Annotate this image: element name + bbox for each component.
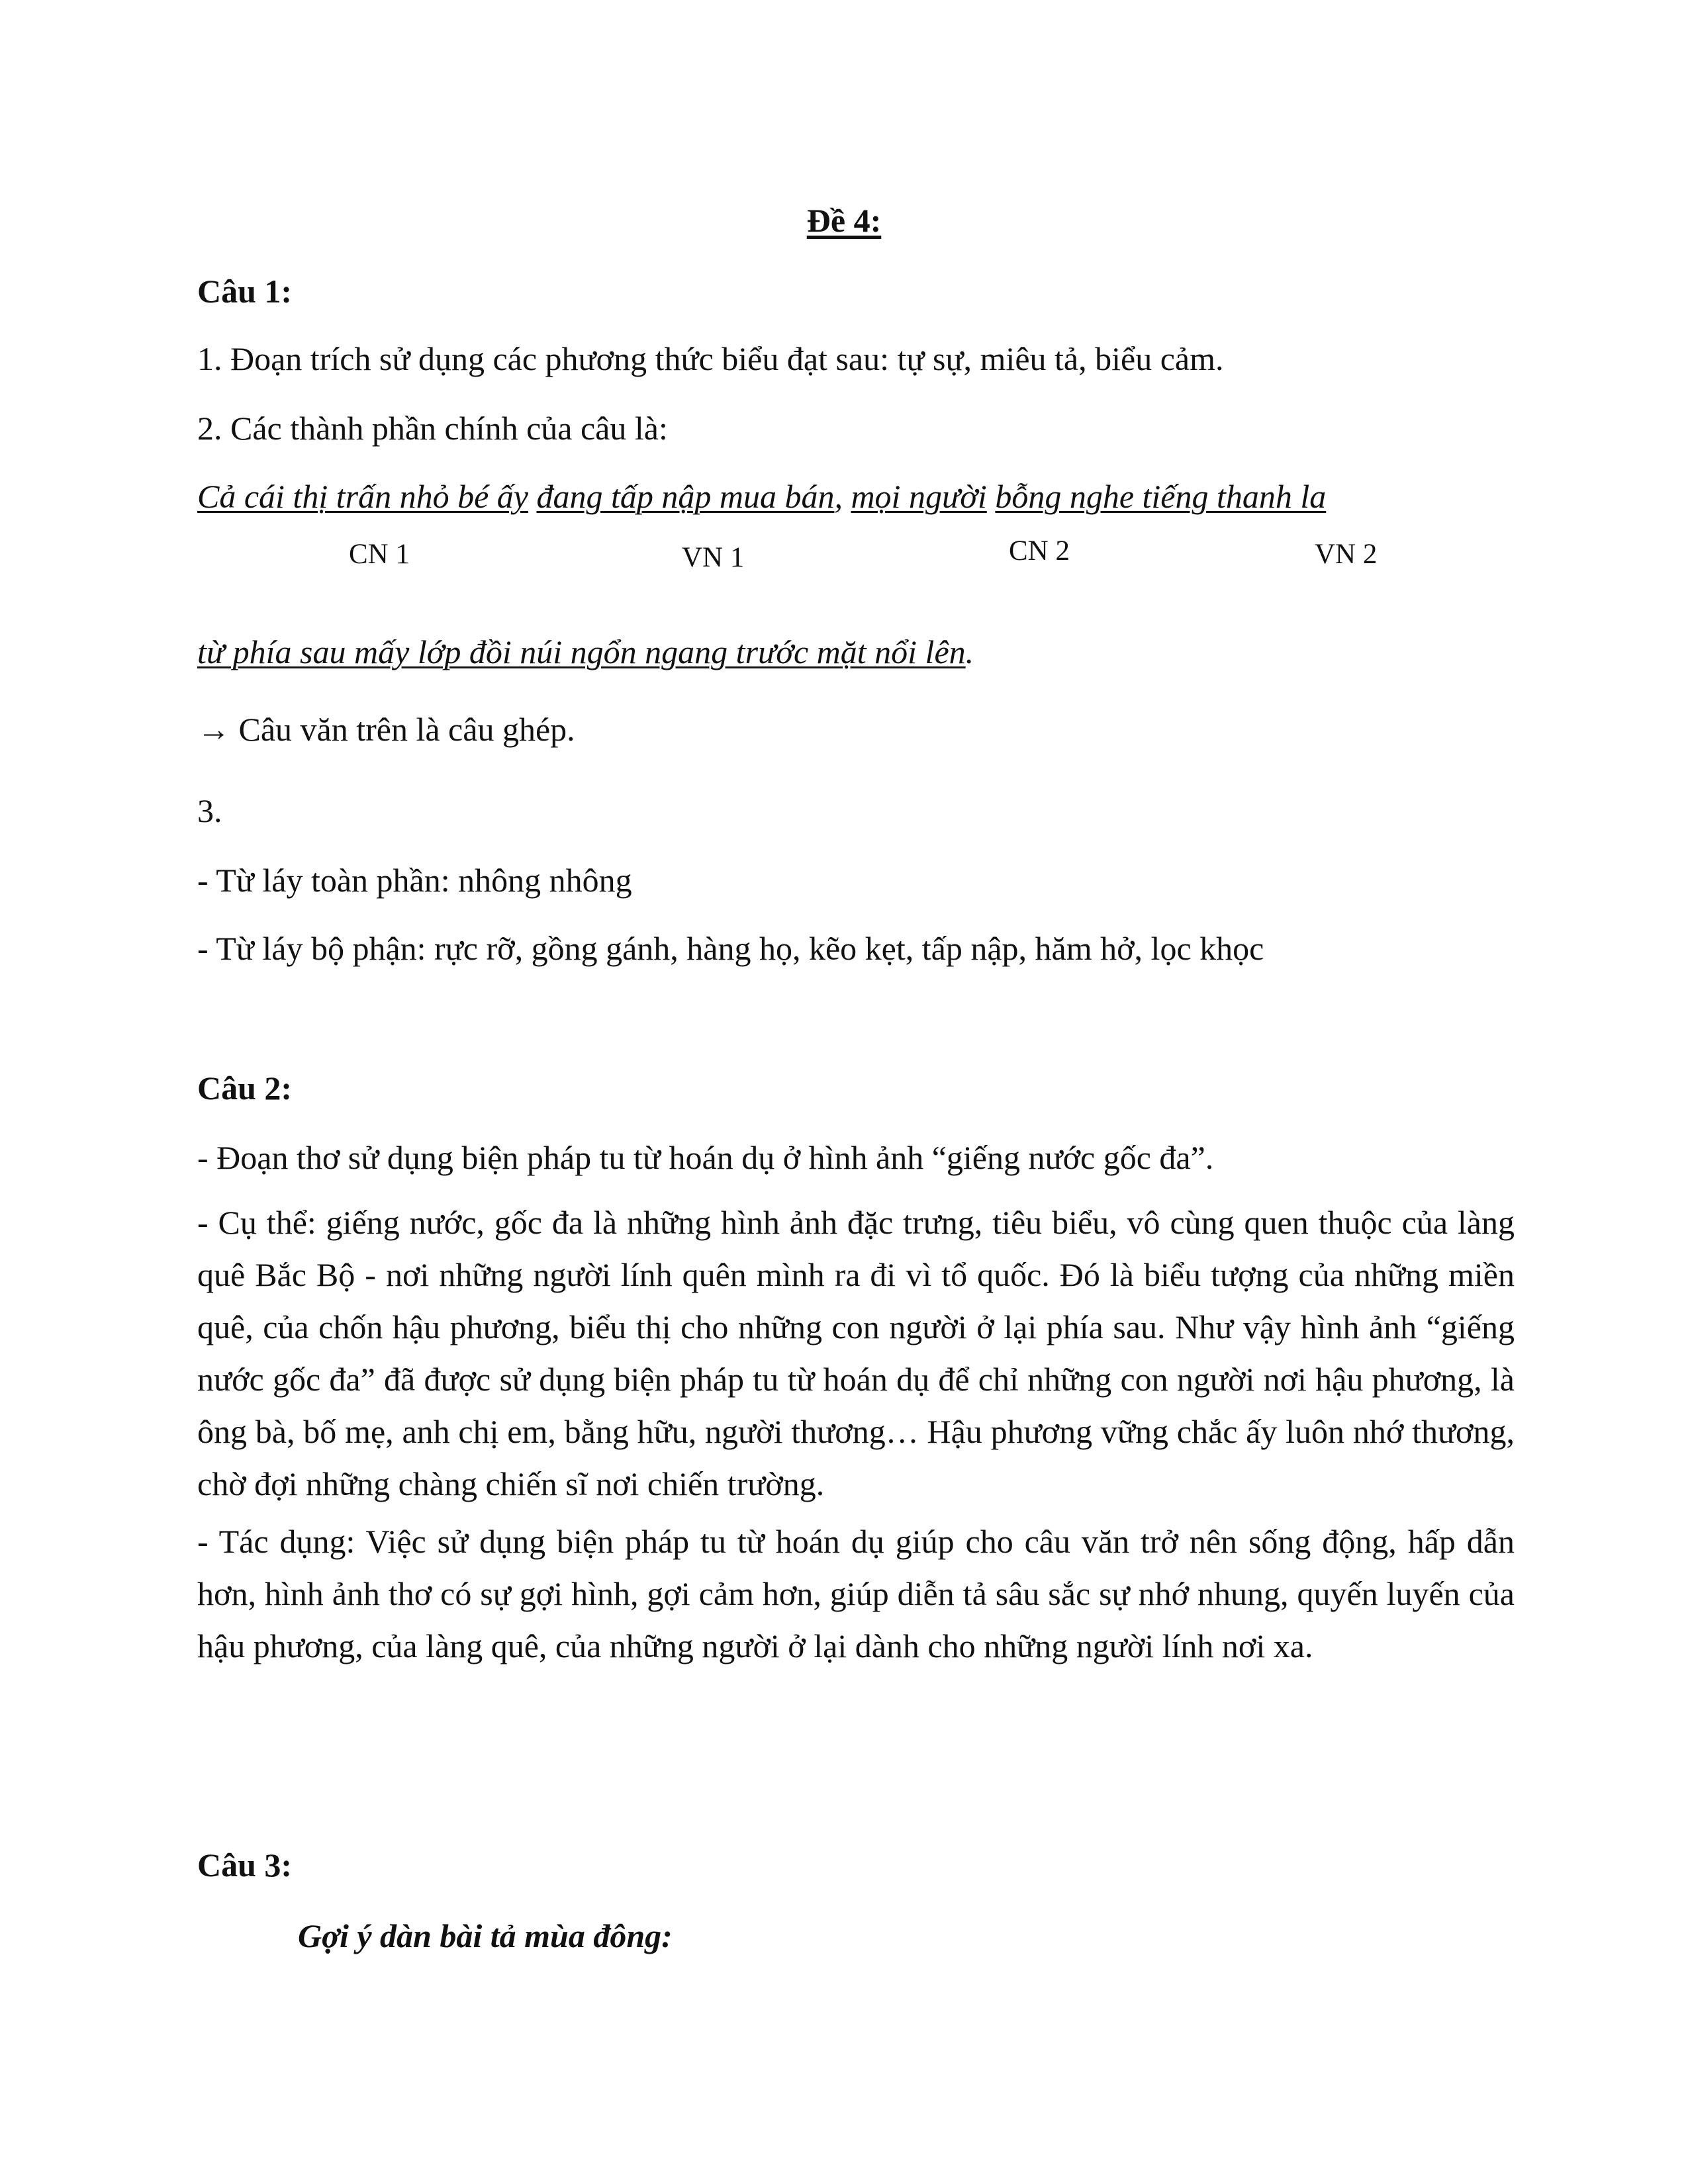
analyzed-sentence-line1: [197, 477, 1326, 516]
cau1-item2: 2. Các thành phần chính của câu là:: [197, 410, 668, 447]
cau1-conclusion: → Câu văn trên là câu ghép.: [197, 711, 575, 748]
cau1-tu-lay-toan-phan: - Từ láy toàn phần: nhông nhông: [197, 862, 632, 899]
vn1-label: VN 1: [682, 542, 745, 573]
cau2-heading: Câu 2:: [197, 1069, 293, 1107]
analyzed-sentence-line2: [197, 632, 974, 672]
vn2-label: VN 2: [1315, 539, 1378, 570]
page-title: Đề 4:: [806, 202, 882, 239]
cau3-heading: Câu 3:: [197, 1846, 293, 1884]
cn2-phrase: mọi người: [851, 478, 987, 515]
cau1-heading: Câu 1:: [197, 273, 293, 310]
cau2-paragraph-1: - Đoạn thơ sử dụng biện pháp tu từ hoán dụ ở hình ảnh “giếng nước gốc đa”.: [197, 1139, 1214, 1176]
cau2-paragraph-3: - Tác dụng: Việc sử dụng biện pháp tu từ hoán dụ giúp cho câu văn trở nên sống động, hấp dẫn hơn, hình ảnh thơ có sự gợi hình, gợi cảm hơn, giúp diễn tả sâu sắc sự nhớ nhung, quyến luyến của hậu phương, của làng quê, của những người ở lại dành cho những người lính nơi xa.: [197, 1523, 1515, 1664]
vn2-phrase-continued: từ phía sau mấy lớp đồi núi ngổn ngang trước mặt nổi lên: [197, 633, 966, 670]
cau3-subheading: Gợi ý dàn bài tả mùa đông:: [298, 1917, 673, 1954]
vn2-phrase: bỗng nghe tiếng thanh la: [995, 478, 1327, 515]
sentence-comma: ,: [834, 478, 851, 515]
cn1-phrase: Cả cái thị trấn nhỏ bé ấy: [197, 478, 528, 515]
sentence-period: .: [965, 633, 974, 670]
cau1-item1: 1. Đoạn trích sử dụng các phương thức biểu đạt sau: tự sự, miêu tả, biểu cảm.: [197, 340, 1224, 377]
cau1-item3: 3.: [197, 792, 222, 829]
cn1-label: CN 1: [349, 539, 410, 570]
cau2-paragraph-2: - Cụ thể: giếng nước, gốc đa là những hình ảnh đặc trưng, tiêu biểu, vô cùng quen thuộc của làng quê Bắc Bộ - nơi những người lính quên mình ra đi vì tổ quốc. Đó là biểu tượng của những miền quê, của chốn hậu phương, biểu thị cho những con người ở lại phía sau. Như vậy hình ảnh “giếng nước gốc đa” đã được sử dụng biện pháp tu từ hoán dụ để chỉ những con người nơi hậu phương, là ông bà, bố mẹ, anh chị em, bằng hữu, người thương… Hậu phương vững chắc ấy luôn nhớ thương, chờ đợi những chàng chiến sĩ nơi chiến trường.: [197, 1204, 1515, 1502]
cn2-label: CN 2: [1009, 535, 1070, 567]
vn1-phrase: đang tấp nập mua bán: [536, 478, 835, 515]
cau1-tu-lay-bo-phan: - Từ láy bộ phận: rực rỡ, gồng gánh, hàng họ, kẽo kẹt, tấp nập, hăm hở, lọc khọc: [197, 930, 1264, 967]
